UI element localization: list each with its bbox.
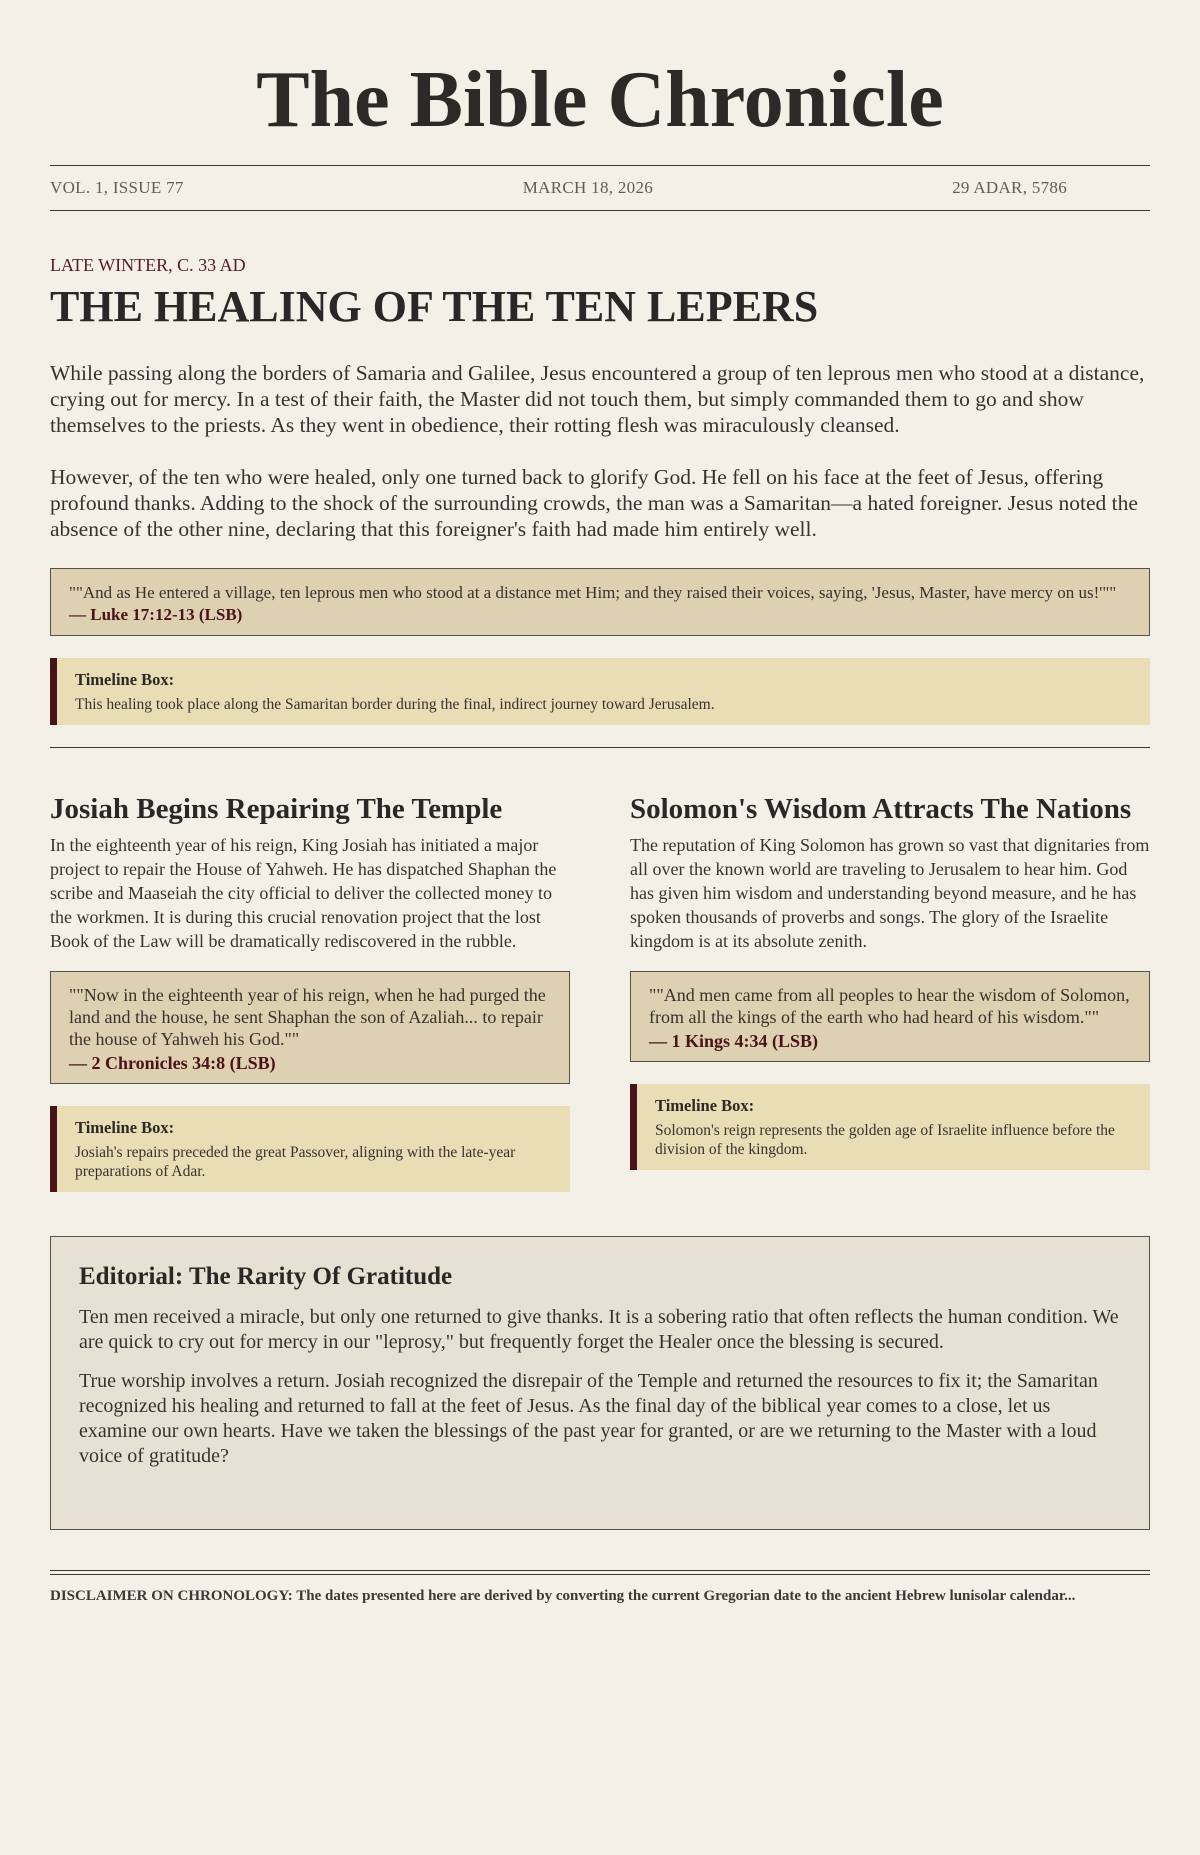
issue-date: MARCH 18, 2026 — [522, 178, 654, 197]
timeline-label: Timeline Box: — [655, 1096, 755, 1115]
lead-paragraph-1: While passing along the borders of Samaria and Galilee, Jesus encountered a group of ten leprous men who stood at a distance, crying out for mercy. In a test of their faith, the Master did not touch them, but simply commanded them to go and show themselves to the priests. As they went in obedience, their rotting flesh was miraculously cleansed. — [50, 361, 1145, 437]
editorial-box — [50, 1236, 1150, 1530]
column-josiah — [50, 794, 570, 1192]
scripture-quote-text: ""And men came from all peoples to hear the wisdom of Solomon, from all the kings of the earth who had heard of his wisdom."" — [649, 985, 1130, 1027]
scripture-reference: — 2 Chronicles 34:8 (LSB) — [69, 1053, 276, 1073]
footer-double-rule — [50, 1570, 1150, 1575]
lead-article — [50, 255, 1150, 725]
column-timeline-box — [630, 1084, 1150, 1170]
issue-volume: VOL. 1, ISSUE 77 — [50, 178, 184, 197]
column-text: The reputation of King Solomon has grown so vast that dignitaries from all over the known world are traveling to Jerusalem to hear him. God has given him wisdom and understanding beyond measure, and he has spoken thousands of proverbs and songs. The glory of the Israelite kingdom is at its absolute zenith. — [630, 835, 1150, 951]
column-scripture-quote — [50, 971, 570, 1084]
newspaper-page — [50, 0, 1150, 1606]
column-timeline-box — [50, 1106, 570, 1192]
timeline-label: Timeline Box: — [75, 1118, 175, 1137]
lead-headline: THE HEALING OF THE TEN LEPERS — [50, 282, 819, 331]
column-solomon — [630, 794, 1150, 1192]
column-text: In the eighteenth year of his reign, King Josiah has initiated a major project to repair the House of Yahweh. He has dispatched Shaphan the scribe and Maaseiah the city official to deliver the collected money to the workmen. It is during this crucial renovation project that the lost Book of the Law will be dramatically rediscovered in the rubble. — [50, 835, 557, 951]
two-column-section — [50, 794, 1150, 1192]
scripture-quote-text: ""And as He entered a village, ten leprous men who stood at a distance met Him; and they raised their voices, saying, 'Jesus, Master, have mercy on us!'"" — [69, 583, 1117, 602]
scripture-quote-text: ""Now in the eighteenth year of his reign, when he had purged the land and the house, he sent Shaphan the son of Azaliah... to repair the house of Yahweh his God."" — [69, 985, 546, 1049]
section-divider — [50, 747, 1150, 748]
timeline-text: Solomon's reign represents the golden age of Israelite influence before the division of the kingdom. — [655, 1122, 1115, 1158]
masthead-title: The Bible Chronicle — [256, 56, 944, 144]
scripture-reference: — 1 Kings 4:34 (LSB) — [649, 1031, 819, 1051]
lead-kicker: LATE WINTER, C. 33 AD — [50, 255, 246, 275]
chronology-disclaimer: DISCLAIMER ON CHRONOLOGY: The dates presented here are derived by converting the current Gregorian date to the ancient Hebrew lunisolar calendar... — [50, 1588, 1076, 1604]
column-title: Josiah Begins Repairing The Temple — [50, 793, 503, 825]
editorial-paragraph-2: True worship involves a return. Josiah recognized the disrepair of the Temple and returned the resources to fix it; the Samaritan recognized his healing and returned to fall at the feet of Jesus. As the final day of the biblical year comes to a close, let us examine our own hearts. Have we taken the blessings of the past year for granted, or are we returning to the Master with a loud voice of gratitude? — [79, 1370, 1098, 1467]
scripture-reference: — Luke 17:12-13 (LSB) — [69, 605, 243, 624]
lead-scripture-quote — [50, 568, 1150, 636]
timeline-text: Josiah's repairs preceded the great Passover, aligning with the late-year preparations of Adar. — [75, 1144, 516, 1180]
editorial-title: Editorial: The Rarity Of Gratitude — [79, 1263, 453, 1290]
hebrew-date: 29 ADAR, 5786 — [952, 178, 1067, 197]
lead-paragraph-2: However, of the ten who were healed, only one turned back to glorify God. He fell on his face at the feet of Jesus, offering profound thanks. Adding to the shock of the surrounding crowds, the man was a Samaritan—a hated foreigner. Jesus noted the absence of the other nine, declaring that this foreigner's faith had made him entirely well. — [50, 465, 1138, 541]
timeline-text: This healing took place along the Samaritan border during the final, indirect journey toward Jerusalem. — [75, 696, 715, 713]
editorial-paragraph-1: Ten men received a miracle, but only one returned to give thanks. It is a sobering ratio that often reflects the human condition. We are quick to cry out for mercy in our "leprosy," but frequently forget the Healer once the blessing is secured. — [79, 1306, 1119, 1353]
column-title: Solomon's Wisdom Attracts The Nations — [630, 793, 1132, 825]
lead-timeline-box — [50, 658, 1150, 725]
column-scripture-quote — [630, 971, 1150, 1062]
timeline-label: Timeline Box: — [75, 670, 175, 689]
issue-meta-bar — [50, 165, 1150, 211]
